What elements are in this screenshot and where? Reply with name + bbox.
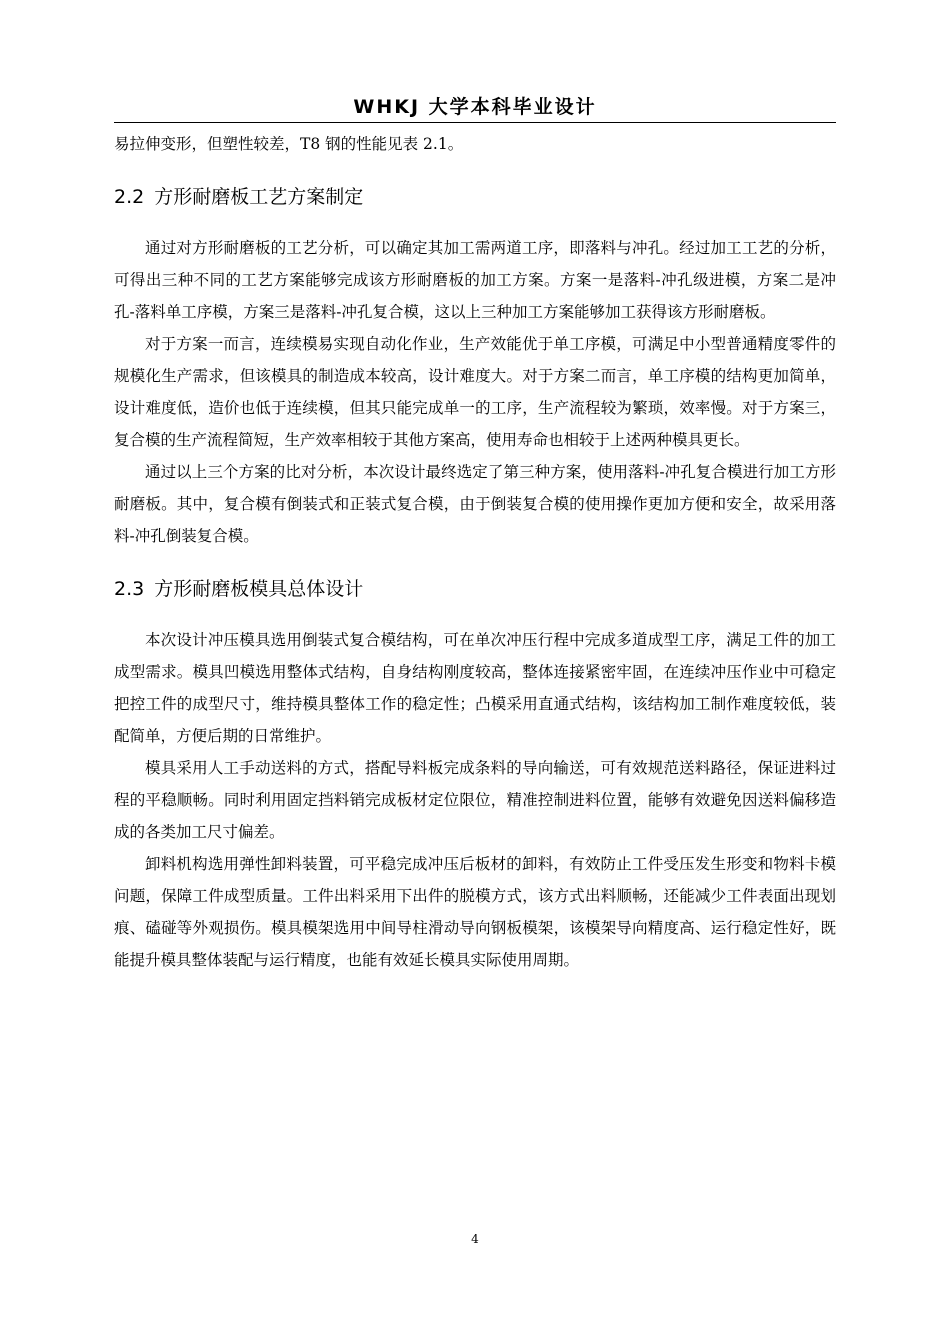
section-heading-2-3 bbox=[114, 574, 836, 604]
section-number: 2.3 bbox=[114, 578, 145, 600]
section-heading-2-2 bbox=[114, 182, 836, 212]
paragraph: 通过对方形耐磨板的工艺分析，可以确定其加工需两道工序，即落料与冲孔。经过加工工艺的分析，可得出三种不同的工艺方案能够完成该方形耐磨板的加工方案。方案一是落料-冲孔级进模，方案二是冲孔-落料单工序模，方案三是落料-冲孔复合模，这以上三种加工方案能够加工获得该方形耐磨板。 bbox=[114, 239, 836, 321]
continuation-paragraph: 易拉伸变形，但塑性较差，T8 钢的性能见表 2.1。 bbox=[114, 135, 464, 153]
page-header bbox=[114, 92, 836, 123]
section-title: 方形耐磨板模具总体设计 bbox=[154, 578, 364, 600]
paragraph: 对于方案一而言，连续模易实现自动化作业，生产效能优于单工序模，可满足中小型普通精度零件的规模化生产需求，但该模具的制造成本较高，设计难度大。对于方案二而言，单工序模的结构更加简单，设计难度低，造价也低于连续模，但其只能完成单一的工序，生产流程较为繁琐，效率慢。对于方案三，复合模的生产流程简短，生产效率相较于其他方案高，使用寿命也相较于上述两种模具更长。 bbox=[114, 335, 836, 449]
paragraph: 通过以上三个方案的比对分析，本次设计最终选定了第三种方案，使用落料-冲孔复合模进行加工方形耐磨板。其中，复合模有倒装式和正装式复合模，由于倒装复合模的使用操作更加方便和安全，故采用落料-冲孔倒装复合模。 bbox=[114, 463, 836, 545]
page-number: 4 bbox=[471, 1232, 479, 1246]
paragraph: 模具采用人工手动送料的方式，搭配导料板完成条料的导向输送，可有效规范送料路径，保证进料过程的平稳顺畅。同时利用固定挡料销完成板材定位限位，精准控制进料位置，能够有效避免因送料偏移造成的各类加工尺寸偏差。 bbox=[114, 759, 836, 841]
paragraph: 本次设计冲压模具选用倒装式复合模结构，可在单次冲压行程中完成多道成型工序，满足工件的加工成型需求。模具凹模选用整体式结构，自身结构刚度较高，整体连接紧密牢固，在连续冲压作业中可稳定把控工件的成型尺寸，维持模具整体工作的稳定性；凸模采用直通式结构，该结构加工制作难度较低，装配简单，方便后期的日常维护。 bbox=[114, 631, 836, 745]
section-number: 2.2 bbox=[114, 186, 145, 208]
section-title: 方形耐磨板工艺方案制定 bbox=[154, 186, 364, 208]
document-body bbox=[114, 128, 836, 976]
header-title: WHKJ 大学本科毕业设计 bbox=[353, 96, 597, 118]
paragraph: 卸料机构选用弹性卸料装置，可平稳完成冲压后板材的卸料，有效防止工件受压发生形变和物料卡模问题，保障工件成型质量。工件出料采用下出件的脱模方式，该方式出料顺畅，还能减少工件表面出现划痕、磕碰等外观损伤。模具模架选用中间导柱滑动导向钢板模架，该模架导向精度高、运行稳定性好，既能提升模具整体装配与运行精度，也能有效延长模具实际使用周期。 bbox=[114, 855, 836, 969]
